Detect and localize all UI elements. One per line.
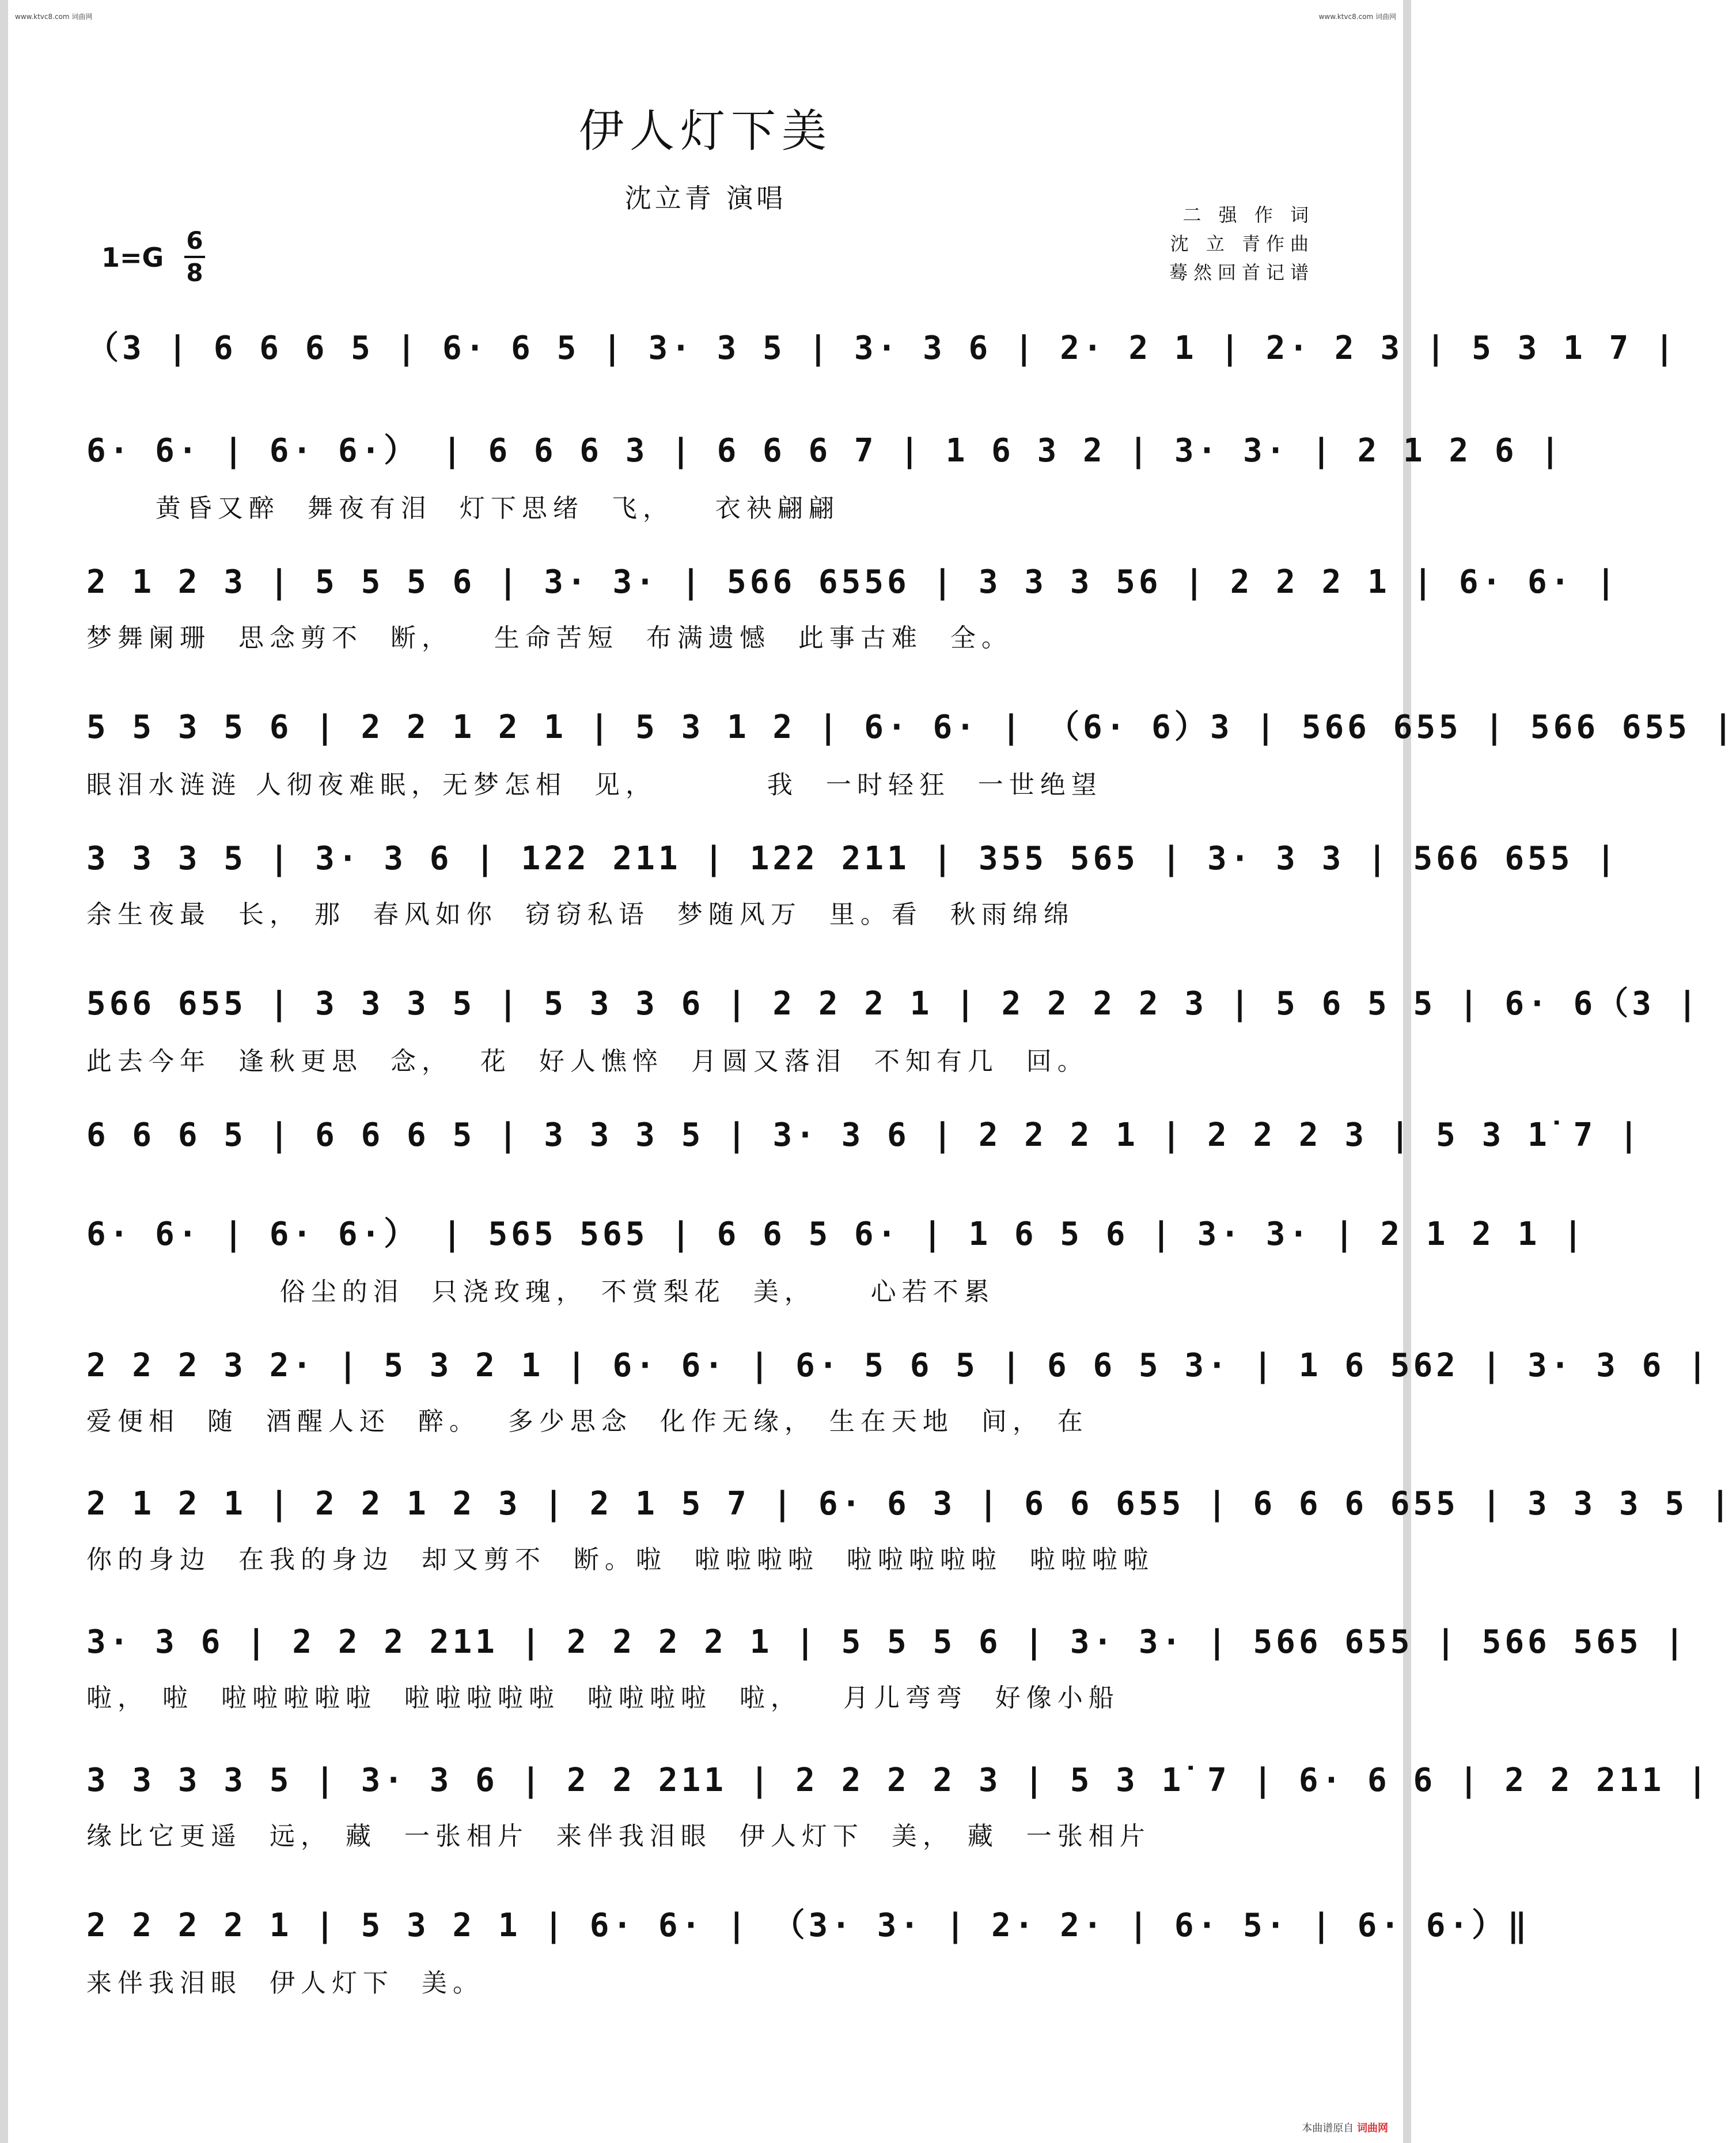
- notation-line: 2 2 2 2 1 | 5 3 2 1 | 6· 6· | （3· 3· | 2· 2· | 6· 5· | 6· 6·）‖: [86, 1907, 1530, 1944]
- song-title: 伊人灯下美: [578, 105, 832, 157]
- score-system-6: [86, 978, 1701, 1077]
- lyric-line: 啦， 啦 啦啦啦啦啦 啦啦啦啦啦 啦啦啦啦 啦， 月儿弯弯 好像小船: [86, 1683, 1120, 1713]
- score-system-3: [86, 563, 1619, 654]
- notation-line: 6 6 6 5 | 6 6 6 5 | 3 3 3 5 | 3· 3 6 | 2 2 2 1 | 2 2 2 3 | 5 3 1̇ 7 |: [86, 1116, 1642, 1154]
- lyric-line: 爱便相 随 酒醒人还 醉。 多少思念 化作无缘， 生在天地 间， 在: [86, 1407, 1089, 1436]
- score-system-10: [86, 1485, 1734, 1576]
- lyric-line: 梦舞阑珊 思念剪不 断， 生命苦短 布满遗憾 此事古难 全。: [86, 623, 1013, 653]
- score-system-8: [86, 1209, 1586, 1308]
- lyric-line: 眼泪水涟涟 人彻夜难眠，无梦怎相 见， 我 一时轻狂 一世绝望: [86, 770, 1102, 800]
- notation-line: 566 655 | 3 3 3 5 | 5 3 3 6 | 2 2 2 1 | 2 2 2 2 3 | 5 6 5 5 | 6· 6（3 |: [86, 985, 1701, 1023]
- footer-left-text: 本曲谱原自: [1302, 2122, 1354, 2134]
- notation-line: 3· 3 6 | 2 2 2 211 | 2 2 2 2 1 | 5 5 5 6 | 3· 3· | 566 655 | 566 565 |: [86, 1623, 1688, 1661]
- meter-top: 6: [186, 226, 203, 255]
- score-system-4: [86, 702, 1736, 801]
- time-signature: [183, 226, 206, 288]
- notation-line: 2 1 2 1 | 2 2 1 2 3 | 2 1 5 7 | 6· 6 3 | 6 6 655 | 6 6 6 655 | 3 3 3 5 |: [86, 1485, 1734, 1523]
- score-system-7: [86, 1116, 1642, 1170]
- credits: [1169, 200, 1314, 287]
- lyricist-credit: 二 强 作 词: [1182, 204, 1314, 226]
- lyric-line: 此去今年 逢秋更思 念， 花 好人憔悴 月圆又落泪 不知有几 回。: [86, 1047, 1089, 1076]
- lyric-line: 余生夜最 长， 那 春风如你 窃窃私语 梦随风万 里。看 秋雨绵绵: [86, 900, 1075, 929]
- site-tag-right: www.ktvc8.com 词曲网: [1318, 13, 1396, 21]
- notation-line: 3 3 3 3 5 | 3· 3 6 | 2 2 211 | 2 2 2 2 3 | 5 3 1̇ 7 | 6· 6 6 | 2 2 211 |: [86, 1762, 1711, 1799]
- composer-credit: 沈 立 青作曲: [1170, 233, 1314, 255]
- meter-bottom: 8: [186, 259, 203, 287]
- footer-source: [1302, 2120, 1388, 2135]
- notation-line: 3 3 3 5 | 3· 3 6 | 122 211 | 122 211 | 355 565 | 3· 3 3 | 566 655 |: [86, 840, 1619, 877]
- score-system-12: [86, 1762, 1711, 1852]
- score-system-9: [86, 1347, 1711, 1437]
- notation-line: 5 5 3 5 6 | 2 2 1 2 1 | 5 3 1 2 | 6· 6· | （6· 6）3 | 566 655 | 566 655 |: [86, 709, 1736, 746]
- lyric-line: 缘比它更遥 远， 藏 一张相片 来伴我泪眼 伊人灯下 美， 藏 一张相片: [86, 1822, 1151, 1851]
- lyric-line: 黄昏又醉 舞夜有泪 灯下思绪 飞， 衣袂翩翩: [86, 494, 840, 523]
- site-tag-left: www.ktvc8.com 词曲网: [15, 13, 93, 21]
- notation-line: 2 1 2 3 | 5 5 5 6 | 3· 3· | 566 6556 | 3 3 3 56 | 2 2 2 1 | 6· 6· |: [86, 563, 1619, 601]
- footer-brand: 词曲网: [1357, 2122, 1388, 2134]
- transcriber-credit: 蓦然回首记谱: [1169, 262, 1314, 283]
- lyric-line: 你的身边 在我的身边 却又剪不 断。啦 啦啦啦啦 啦啦啦啦啦 啦啦啦啦: [86, 1545, 1154, 1574]
- score-system-11: [86, 1623, 1688, 1714]
- score-system-5: [86, 840, 1619, 930]
- notation-line: （3 | 6 6 6 5 | 6· 6 5 | 3· 3 5 | 3· 3 6 | 2· 2 1 | 2· 2 3 | 5 3 1 7 |: [86, 330, 1678, 367]
- key-signature: 1=G: [101, 242, 164, 273]
- score-system-13: [86, 1900, 1530, 1999]
- notation-line: 6· 6· | 6· 6·） | 6 6 6 3 | 6 6 6 7 | 1 6 3 2 | 3· 3· | 2 1 2 6 |: [86, 432, 1564, 470]
- notation-line: 6· 6· | 6· 6·） | 565 565 | 6 6 5 6· | 1 6 5 6 | 3· 3· | 2 1 2 1 |: [86, 1216, 1586, 1253]
- notation-line: 2 2 2 3 2· | 5 3 2 1 | 6· 6· | 6· 5 6 5 | 6 6 5 3· | 1 6 562 | 3· 3 6 |: [86, 1347, 1711, 1384]
- lyric-line: 俗尘的泪 只浇玫瑰， 不赏梨花 美， 心若不累: [86, 1277, 995, 1307]
- singer-line: 沈立青 演唱: [624, 183, 787, 214]
- score-system-2: [86, 425, 1564, 524]
- meter-bar: [184, 256, 205, 258]
- score-system-1: [86, 323, 1678, 385]
- lyric-line: 来伴我泪眼 伊人灯下 美。: [86, 1968, 484, 1998]
